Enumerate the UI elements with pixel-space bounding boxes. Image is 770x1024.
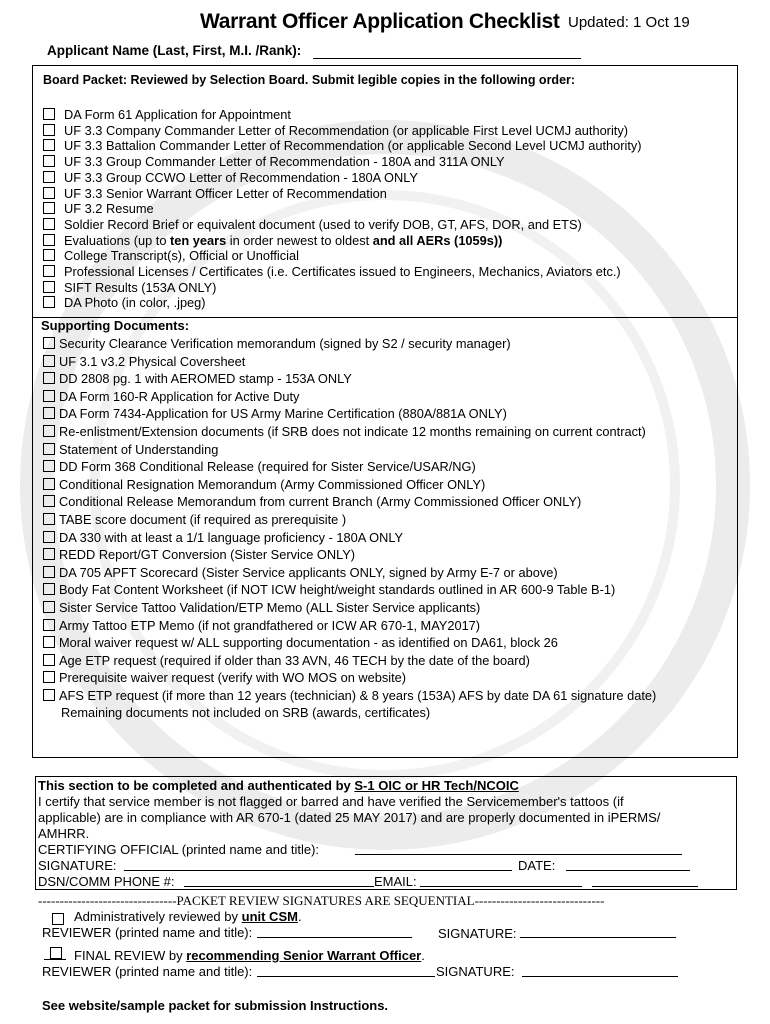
checkbox[interactable] bbox=[43, 218, 55, 230]
checkbox[interactable] bbox=[43, 187, 55, 199]
list-item: AFS ETP request (if more than 12 years (technician) & 8 years (153A) AFS by date DA 61 signature date) bbox=[43, 687, 656, 705]
s1-date-field[interactable] bbox=[566, 870, 690, 871]
reviewer-1-signature-field[interactable] bbox=[520, 937, 676, 938]
board-packet-header: Board Packet: Reviewed by Selection Board. Submit legible copies in the following order: bbox=[43, 73, 576, 87]
list-item: UF 3.3 Battalion Commander Letter of Recommendation (or applicable Second Level UCMJ authority) bbox=[43, 138, 642, 154]
dsn-phone-label: DSN/COMM PHONE #: bbox=[38, 874, 175, 889]
remaining-documents-note: Remaining documents not included on SRB (awards, certificates) bbox=[61, 705, 431, 721]
list-item: Re-enlistment/Extension documents (if SRB does not indicate 12 months remaining on current contract) bbox=[43, 423, 656, 441]
reviewer-1-label: REVIEWER (printed name and title): bbox=[42, 925, 253, 940]
final-review-label: FINAL REVIEW by recommending Senior Warrant Officer. bbox=[74, 948, 425, 963]
email-field[interactable] bbox=[420, 886, 582, 887]
checkbox[interactable] bbox=[43, 460, 55, 472]
certification-line-2: applicable) are in compliance with AR 670-1 (dated 25 MAY 2017) and are properly documented in iPERMS/ bbox=[38, 810, 661, 825]
list-item: Professional Licenses / Certificates (i.e. Certificates issued to Engineers, Mechanics, Aviators etc.) bbox=[43, 264, 642, 280]
applicant-name-label: Applicant Name (Last, First, M.I. /Rank): bbox=[47, 43, 302, 58]
list-item: UF 3.3 Group CCWO Letter of Recommendation - 180A ONLY bbox=[43, 170, 642, 186]
list-item: DA Photo (in color, .jpeg) bbox=[43, 295, 642, 311]
list-item: UF 3.3 Group Commander Letter of Recommendation - 180A and 311A ONLY bbox=[43, 154, 642, 170]
list-item: UF 3.3 Senior Warrant Officer Letter of Recommendation bbox=[43, 186, 642, 202]
list-item: College Transcript(s), Official or Unofficial bbox=[43, 248, 642, 264]
s1-certification-section bbox=[35, 776, 737, 890]
checkbox[interactable] bbox=[43, 619, 55, 631]
certification-line-1: I certify that service member is not flagged or barred and have verified the Servicemember's tattoos (if bbox=[38, 794, 624, 809]
checkbox[interactable] bbox=[43, 390, 55, 402]
reviewer-2-label: REVIEWER (printed name and title): bbox=[42, 964, 253, 979]
checkbox[interactable] bbox=[43, 495, 55, 507]
list-item: TABE score document (if required as prerequisite ) bbox=[43, 511, 656, 529]
checkbox[interactable] bbox=[43, 124, 55, 136]
final-review-checkbox[interactable] bbox=[50, 947, 62, 959]
applicant-name-field[interactable] bbox=[313, 58, 581, 59]
email-field-extra[interactable] bbox=[592, 886, 698, 887]
s1-signature-label: SIGNATURE: bbox=[38, 858, 117, 873]
s1-date-label: DATE: bbox=[518, 858, 556, 873]
list-item: DD 2808 pg. 1 with AEROMED stamp - 153A ONLY bbox=[43, 370, 656, 388]
checkbox[interactable] bbox=[43, 443, 55, 455]
supporting-documents-section bbox=[32, 316, 738, 758]
list-item: DA 330 with at least a 1/1 language proficiency - 180A ONLY bbox=[43, 529, 656, 547]
reviewer-2-signature-label: SIGNATURE: bbox=[436, 964, 515, 979]
checkbox[interactable] bbox=[43, 478, 55, 490]
list-item: UF 3.2 Resume bbox=[43, 201, 642, 217]
list-item: DA Form 61 Application for Appointment bbox=[43, 107, 642, 123]
list-item: SIFT Results (153A ONLY) bbox=[43, 280, 642, 296]
checkbox[interactable] bbox=[43, 566, 55, 578]
board-packet-list bbox=[43, 107, 642, 311]
supporting-documents-title: Supporting Documents: bbox=[41, 318, 190, 333]
checkbox[interactable] bbox=[43, 531, 55, 543]
footer-instructions: See website/sample packet for submission Instructions. bbox=[42, 998, 389, 1013]
list-item: UF 3.3 Company Commander Letter of Recommendation (or applicable First Level UCMJ authority) bbox=[43, 123, 642, 139]
checkbox[interactable] bbox=[43, 108, 55, 120]
list-item: UF 3.1 v3.2 Physical Coversheet bbox=[43, 353, 656, 371]
list-item-evaluations: Evaluations (up to ten years in order newest to oldest and all AERs (1059s)) bbox=[43, 233, 642, 249]
checkbox[interactable] bbox=[43, 513, 55, 525]
s1-section-title: This section to be completed and authenticated by S-1 OIC or HR Tech/NCOIC bbox=[38, 778, 519, 793]
certifying-official-label: CERTIFYING OFFICIAL (printed name and title): bbox=[38, 842, 320, 857]
email-label: EMAIL: bbox=[374, 874, 417, 889]
list-item: Soldier Record Brief or equivalent document (used to verify DOB, GT, AFS, DOR, and ETS) bbox=[43, 217, 642, 233]
checkbox[interactable] bbox=[43, 372, 55, 384]
checkbox[interactable] bbox=[43, 654, 55, 666]
admin-review-checkbox[interactable] bbox=[52, 913, 64, 925]
checkbox[interactable] bbox=[43, 281, 55, 293]
checkbox[interactable] bbox=[43, 202, 55, 214]
list-item: Statement of Understanding bbox=[43, 441, 656, 459]
checkbox[interactable] bbox=[43, 407, 55, 419]
list-item: Conditional Release Memorandum from current Branch (Army Commissioned Officer ONLY) bbox=[43, 493, 656, 511]
checkbox[interactable] bbox=[43, 355, 55, 367]
list-item: DA 705 APFT Scorecard (Sister Service applicants ONLY, signed by Army E-7 or above) bbox=[43, 564, 656, 582]
list-item: Security Clearance Verification memorandum (signed by S2 / security manager) bbox=[43, 335, 656, 353]
checkbox[interactable] bbox=[43, 548, 55, 560]
checkbox[interactable] bbox=[43, 583, 55, 595]
checkbox[interactable] bbox=[43, 139, 55, 151]
certification-line-3: AMHRR. bbox=[38, 826, 90, 841]
checkbox[interactable] bbox=[43, 296, 55, 308]
list-item: Prerequisite waiver request (verify with WO MOS on website) bbox=[43, 669, 656, 687]
admin-review-label: Administratively reviewed by unit CSM. bbox=[74, 909, 302, 924]
list-item: REDD Report/GT Conversion (Sister Service ONLY) bbox=[43, 546, 656, 564]
sequential-review-banner: --------------------------------PACKET REVIEW SIGNATURES ARE SEQUENTIAL------------------------------ bbox=[38, 893, 605, 908]
supporting-documents-list bbox=[43, 335, 656, 722]
reviewer-1-field[interactable] bbox=[257, 937, 412, 938]
checkbox[interactable] bbox=[43, 425, 55, 437]
reviewer-2-signature-field[interactable] bbox=[522, 976, 678, 977]
reviewer-1-signature-label: SIGNATURE: bbox=[438, 926, 517, 941]
checkbox[interactable] bbox=[43, 337, 55, 349]
board-packet-section bbox=[32, 65, 738, 318]
s1-signature-field[interactable] bbox=[124, 870, 512, 871]
dsn-phone-field[interactable] bbox=[184, 886, 374, 887]
list-item: DA Form 160-R Application for Active Duty bbox=[43, 388, 656, 406]
certifying-official-field[interactable] bbox=[355, 854, 682, 855]
checkbox[interactable] bbox=[43, 155, 55, 167]
list-item: Sister Service Tattoo Validation/ETP Memo (ALL Sister Service applicants) bbox=[43, 599, 656, 617]
checkbox[interactable] bbox=[43, 265, 55, 277]
list-item: Body Fat Content Worksheet (if NOT ICW height/weight standards outlined in AR 600-9 Table B-1) bbox=[43, 581, 656, 599]
checkbox[interactable] bbox=[43, 671, 55, 683]
list-item: DA Form 7434-Application for US Army Marine Certification (880A/881A ONLY) bbox=[43, 405, 656, 423]
list-item: Age ETP request (required if older than 33 AVN, 46 TECH by the date of the board) bbox=[43, 652, 656, 670]
checkbox[interactable] bbox=[43, 249, 55, 261]
checkbox[interactable] bbox=[43, 636, 55, 648]
list-item: DD Form 368 Conditional Release (required for Sister Service/USAR/NG) bbox=[43, 458, 656, 476]
page-title: Warrant Officer Application Checklist bbox=[200, 10, 560, 33]
checkbox[interactable] bbox=[43, 601, 55, 613]
list-item: Conditional Resignation Memorandum (Army Commissioned Officer ONLY) bbox=[43, 476, 656, 494]
list-item: Moral waiver request w/ ALL supporting documentation - as identified on DA61, block 26 bbox=[43, 634, 656, 652]
list-item: Army Tattoo ETP Memo (if not grandfathered or ICW AR 670-1, MAY2017) bbox=[43, 617, 656, 635]
checkbox[interactable] bbox=[43, 689, 55, 701]
checkbox[interactable] bbox=[43, 234, 55, 246]
final-review-check-underline bbox=[44, 959, 66, 960]
updated-date: Updated: 1 Oct 19 bbox=[568, 14, 690, 31]
reviewer-2-field[interactable] bbox=[257, 976, 435, 977]
checkbox[interactable] bbox=[43, 171, 55, 183]
s1-authority-link: S-1 OIC or HR Tech/NCOIC bbox=[354, 778, 519, 793]
